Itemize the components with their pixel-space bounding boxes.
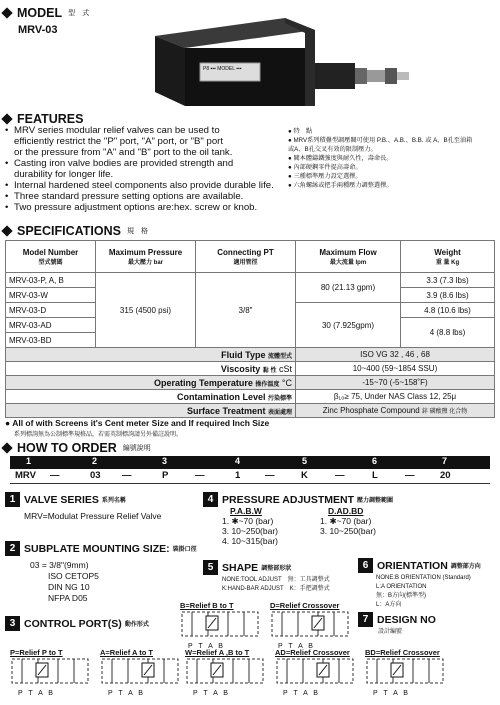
symbol-label: D=Relief Crossover	[270, 601, 340, 610]
feature-item: • MRV series modular relief valves can be used to efficiently restrict the "P" port, "A" port, or "B" port or the pressure from "A" and "B" port to the oil tank.	[5, 125, 280, 158]
features-cn: ● 特 點 ● MRV系列積疊型調壓閥可使用 P.B.、A.B.、B.B. 或 A、B孔至油箱 或A、B孔交叉有效的限制壓力。 ● 閥本體鑄鐵強度與耐久性，壽命長。 ● 內部硬鋼零件提高壽命。 ● 三種標準壓力設定選擇。 ● 六角螺絲或把手兩種壓力調整選擇。	[288, 128, 473, 189]
feature-item: • Two pressure adjustment options are:hex. screw or knob.	[5, 202, 280, 213]
table-row: MRV-03-W 3.9 (8.6 lbs)	[6, 288, 495, 303]
order-numbers: 1 2 3 4 5 6 7	[26, 456, 448, 466]
spec-table	[5, 240, 495, 418]
valve-symbol-icon	[275, 657, 355, 685]
section-orientation: 6 ORIENTATION 調整部方向	[358, 558, 481, 573]
feature-item: • Three standard pressure setting options are available.	[5, 191, 280, 202]
section-pressure-adjustment: 4 PRESSURE ADJUSTMENT 壓力調整範圍	[203, 492, 393, 507]
symbol-label: W=Relief A ,B to T	[185, 648, 250, 657]
valve-symbol-icon	[100, 657, 180, 685]
col-pressure: Maximum Pressure 最大壓力 bar	[96, 241, 196, 273]
diamond-icon	[1, 7, 12, 18]
specs-header	[3, 224, 148, 238]
design-no-cn: 設計編號	[378, 629, 403, 635]
specs-cn: 規 格	[126, 228, 148, 235]
table-row: Surface Treatment 表面處理 Zinc Phosphate Compound 鋅 磷酸鹽 化合物	[6, 404, 495, 418]
diamond-icon	[1, 442, 12, 453]
spec-note: ● All of with Screens it's Cent meter Size and If required Inch Size	[5, 418, 270, 428]
model-value: MRV-03	[18, 24, 58, 36]
spec-header-row	[6, 241, 495, 273]
symbol-ports: P T A B	[18, 690, 55, 697]
features-list	[5, 125, 280, 213]
symbol-ports: P T A B	[188, 643, 225, 650]
table-row: Viscosity 黏 性 cSt 10~400 (59~1854 SSU)	[6, 362, 495, 376]
symbol-label: AD=Relief Crossover	[275, 648, 350, 657]
order-header	[3, 441, 151, 455]
symbol-ports: P T A B	[283, 690, 320, 697]
pressure-col-1: P.A.B.W 1. ✱~70 (bar) 3. 10~250(bar) 4. 10~315(bar)	[222, 506, 278, 546]
symbol-label: A=Relief A to T	[100, 648, 153, 657]
symbol-ports: P T A B	[373, 690, 410, 697]
control-port-symbol	[100, 648, 185, 697]
control-port-symbol	[270, 601, 355, 650]
col-model: Model Number 型式號碼	[6, 241, 96, 273]
control-port-symbol	[10, 648, 95, 697]
table-row: MRV-03-P, A, B 315 (4500 psi) 3/8" 80 (21.13 gpm) 3.3 (7.3 lbs)	[6, 273, 495, 288]
order-cn: 編號說明	[122, 445, 151, 452]
symbol-ports: P T A B	[108, 690, 145, 697]
section-subplate: 2 SUBPLATE MOUNTING SIZE: 裝掛口徑	[5, 541, 197, 556]
section-valve-series: 1 VALVE SERIES 系列名稱	[5, 492, 126, 507]
table-row: Fluid Type 流體型式 ISO VG 32 , 46 , 68	[6, 348, 495, 362]
order-codes: MRV — 03 — P — 1 — K — L — 20	[10, 470, 490, 484]
control-port-symbol	[180, 601, 265, 650]
product-image	[145, 8, 415, 108]
shape-lines: NONE:TOOL ADJUST 無：工具調整式 K:HAND-BAR ADJUST K：手把調整式	[222, 577, 330, 592]
model-cn: 型 式	[68, 10, 90, 17]
control-port-symbol	[275, 648, 360, 697]
model-title: MODEL	[17, 6, 63, 20]
control-port-symbol	[365, 648, 450, 697]
valve-symbol-icon	[365, 657, 445, 685]
section-shape: 5 SHAPE 調整部形狀	[203, 560, 291, 575]
symbol-label: BD=Relief Crossover	[365, 648, 440, 657]
subplate-lines: 03 = 3/8"(9mm) ISO CETOP5 DIN NG 10 NFPA D05	[30, 560, 99, 603]
features-header	[3, 112, 83, 126]
valve-symbol-icon	[10, 657, 90, 685]
feature-item: • Internal hardened steel components also provide durable life.	[5, 180, 280, 191]
diamond-icon	[1, 225, 12, 236]
spec-note-cn: 系列標詢無為公制標準規格品，若需英制標詢請另外備註說明。	[14, 432, 183, 438]
symbol-label: B=Relief B to T	[180, 601, 234, 610]
model-header	[3, 6, 89, 20]
symbol-label: P=Relief P to T	[10, 648, 63, 657]
order-title: HOW TO ORDER	[17, 441, 117, 455]
control-port-symbol	[185, 648, 270, 697]
feature-item: • Casting iron valve bodies are provided strength and durability for longer life.	[5, 158, 280, 180]
section-design-no: 7 DESIGN NO	[358, 612, 436, 627]
table-row: Operating Temperature 操作溫度 °C -15~70 (-5~158˚F)	[6, 376, 495, 390]
symbol-ports: P T A B	[193, 690, 230, 697]
valve-symbol-icon	[270, 610, 350, 638]
valve-series-text: MRV=Modulat Pressure Relief Valve	[24, 511, 162, 521]
symbol-ports: P T A B	[278, 643, 315, 650]
col-connecting: Connecting PT 適用管徑	[196, 241, 296, 273]
product-label: P8 ▪▪▪ MODEL ▪▪▪	[203, 66, 242, 72]
pressure-col-2: D.AD.BD 1. ✱~70 (bar) 3. 10~250(bar)	[320, 506, 376, 536]
orientation-lines: NONE:B ORIENTATION (Standard) L:A ORIENTATION 無：B方向(標準型) L：A方向	[376, 575, 471, 608]
table-row: MRV-03-D 30 (7.925gpm) 4.8 (10.6 lbs)	[6, 303, 495, 318]
table-row: Contamination Level 污染標準 β₁₀≥ 75, Under NAS Class 12, 25μ	[6, 390, 495, 404]
valve-symbol-icon	[185, 657, 265, 685]
section-control-ports: 3 CONTROL PORT(S) 動作形式	[5, 616, 149, 631]
specs-title: SPECIFICATIONS	[17, 224, 121, 238]
col-weight: Weight 重 量 Kg	[401, 241, 495, 273]
table-row: MRV-03-BD	[6, 333, 495, 348]
diamond-icon	[1, 113, 12, 124]
table-row: MRV-03-AD 4 (8.8 lbs)	[6, 318, 495, 333]
col-flow: Maximum Flow 最大流量 lpm	[296, 241, 401, 273]
features-title: FEATURES	[17, 112, 84, 126]
valve-symbol-icon	[180, 610, 260, 638]
